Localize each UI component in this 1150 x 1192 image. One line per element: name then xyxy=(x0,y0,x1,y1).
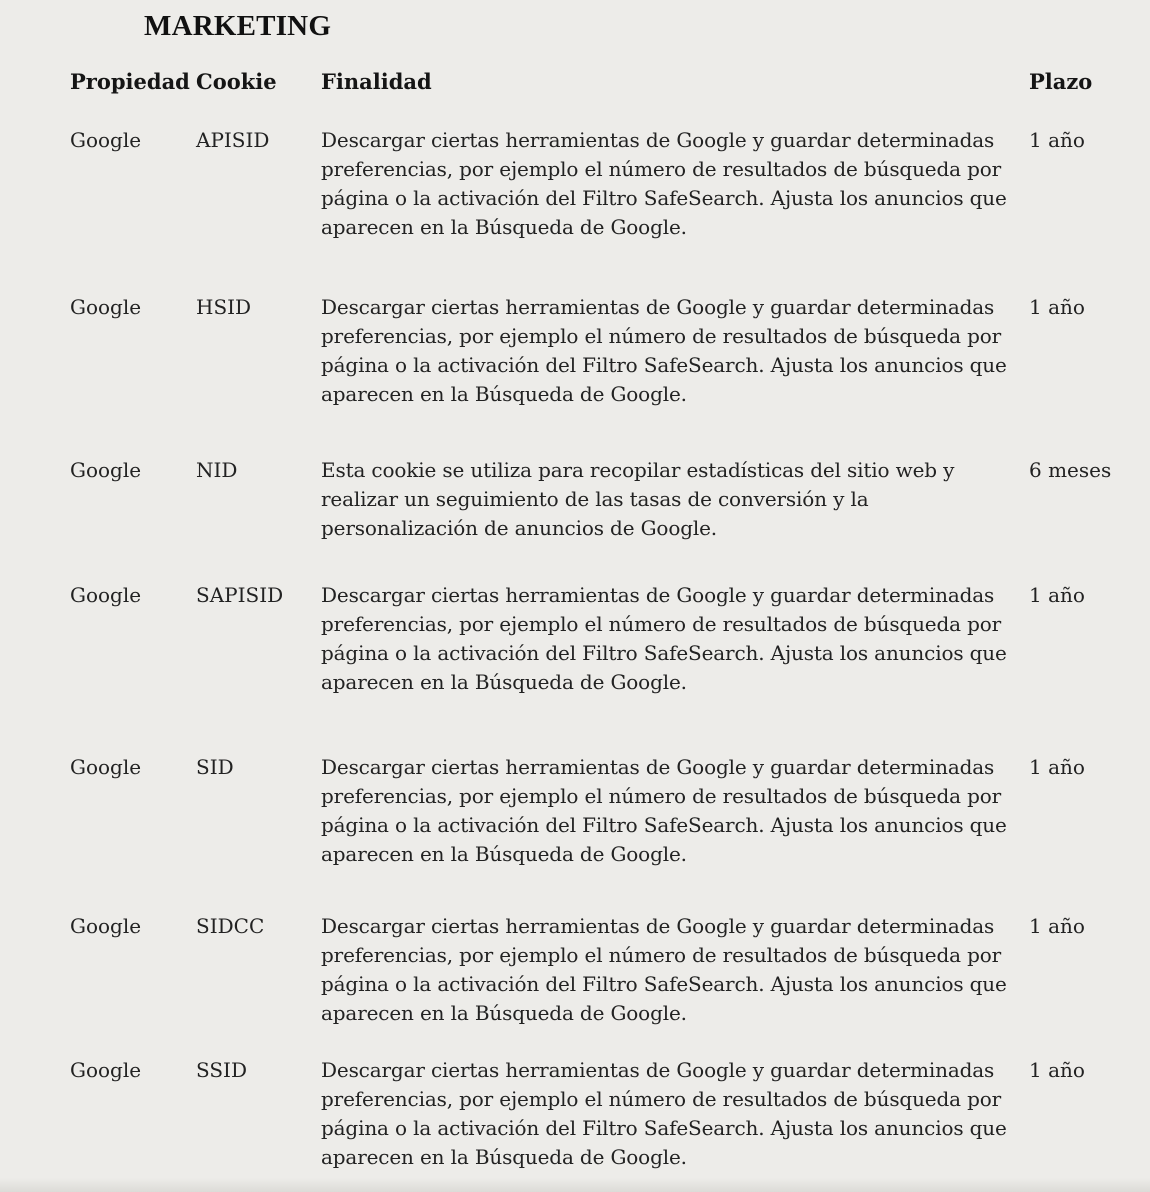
cell-finalidad: Esta cookie se utiliza para recopilar estadísticas del sitio web y realizar un seguimiento de las tasas de conversión y la personalización de anuncios de Google. xyxy=(321,458,955,540)
cell-plazo: 1 año xyxy=(1029,583,1085,607)
cell-propiedad: Google xyxy=(70,1058,142,1082)
cell-finalidad: Descargar ciertas herramientas de Google y guardar determinadas preferencias, por ejemplo el número de resultados de búsqueda por página o la activación del Filtro SafeSearch. Ajusta los anuncios que aparecen en la Búsqueda de Google. xyxy=(321,914,1007,1025)
cell-finalidad: Descargar ciertas herramientas de Google y guardar determinadas preferencias, por ejemplo el número de resultados de búsqueda por página o la activación del Filtro SafeSearch. Ajusta los anuncios que aparecen en la Búsqueda de Google. xyxy=(321,295,1007,406)
cell-plazo: 1 año xyxy=(1029,128,1085,152)
header-propiedad: Propiedad xyxy=(70,69,190,94)
cell-propiedad: Google xyxy=(70,914,142,938)
cell-cookie: NID xyxy=(196,458,238,482)
header-cookie: Cookie xyxy=(196,69,277,94)
cell-cookie: SAPISID xyxy=(196,583,284,607)
cell-plazo: 1 año xyxy=(1029,1058,1085,1082)
cell-propiedad: Google xyxy=(70,755,142,779)
header-plazo: Plazo xyxy=(1029,69,1093,94)
cell-cookie: HSID xyxy=(196,295,252,319)
section-title: MARKETING xyxy=(144,10,332,42)
cell-plazo: 1 año xyxy=(1029,295,1085,319)
cell-finalidad: Descargar ciertas herramientas de Google y guardar determinadas preferencias, por ejemplo el número de resultados de búsqueda por página o la activación del Filtro SafeSearch. Ajusta los anuncios que aparecen en la Búsqueda de Google. xyxy=(321,583,1007,694)
cell-plazo: 6 meses xyxy=(1029,458,1112,482)
header-finalidad: Finalidad xyxy=(321,69,432,94)
cell-cookie: SSID xyxy=(196,1058,247,1082)
cell-finalidad: Descargar ciertas herramientas de Google y guardar determinadas preferencias, por ejemplo el número de resultados de búsqueda por página o la activación del Filtro SafeSearch. Ajusta los anuncios que aparecen en la Búsqueda de Google. xyxy=(321,1058,1007,1169)
cell-propiedad: Google xyxy=(70,583,142,607)
cell-plazo: 1 año xyxy=(1029,755,1085,779)
bottom-edge-shadow xyxy=(0,1178,1150,1192)
cell-cookie: SID xyxy=(196,755,234,779)
cell-plazo: 1 año xyxy=(1029,914,1085,938)
cell-finalidad: Descargar ciertas herramientas de Google y guardar determinadas preferencias, por ejemplo el número de resultados de búsqueda por página o la activación del Filtro SafeSearch. Ajusta los anuncios que aparecen en la Búsqueda de Google. xyxy=(321,128,1007,239)
cell-finalidad: Descargar ciertas herramientas de Google y guardar determinadas preferencias, por ejemplo el número de resultados de búsqueda por página o la activación del Filtro SafeSearch. Ajusta los anuncios que aparecen en la Búsqueda de Google. xyxy=(321,755,1007,866)
cell-cookie: SIDCC xyxy=(196,914,265,938)
cell-propiedad: Google xyxy=(70,295,142,319)
cell-cookie: APISID xyxy=(196,128,270,152)
cell-propiedad: Google xyxy=(70,458,142,482)
cell-propiedad: Google xyxy=(70,128,142,152)
